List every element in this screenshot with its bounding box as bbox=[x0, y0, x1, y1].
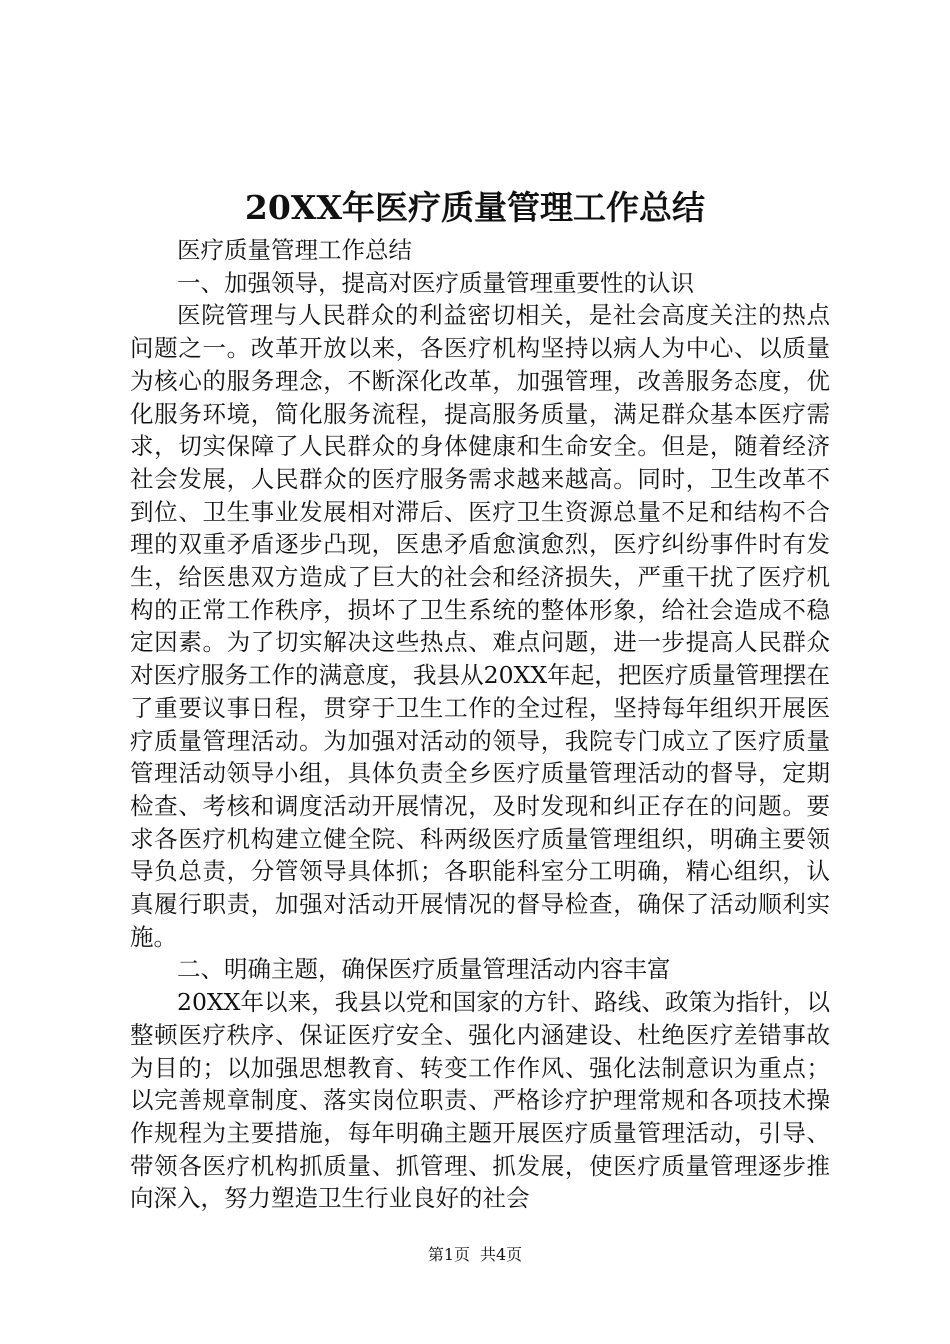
section-1-body: 医院管理与人民群众的利益密切相关，是社会高度关注的热点问题之一。改革开放以来，各医疗机构坚持以病人为中心、以质量为核心的服务理念，不断深化改革，加强管理，改善服务态度，优化服务环境，简化服务流程，提高服务质量，满足群众基本医疗需求，切实保障了人民群众的身体健康和生命安全。但是，随着经济社会发展，人民群众的医疗服务需求越来越高。同时，卫生改革不到位、卫生事业发展相对滞后、医疗卫生资源总量不足和结构不合理的双重矛盾逐步凸现，医患矛盾愈演愈烈，医疗纠纷事件时有发生，给医患双方造成了巨大的社会和经济损失，严重干扰了医疗机构的正常工作秩序，损坏了卫生系统的整体形象，给社会造成不稳定因素。为了切实解决这些热点、难点问题，进一步提高人民群众对医疗服务工作的满意度，我县从20XX年起，把医疗质量管理摆在了重要议事日程，贯穿于卫生工作的全过程，坚持每年组织开展医疗质量管理活动。为加强对活动的领导，我院专门成立了医疗质量管理活动领导小组，具体负责全乡医疗质量管理活动的督导，定期检查、考核和调度活动开展情况，及时发现和纠正存在的问题。要求各医疗机构建立健全院、科两级医疗质量管理组织，明确主要领导负总责，分管领导具体抓；各职能科室分工明确，精心组织，认真履行职责，加强对活动开展情况的督导检查，确保了活动顺利实施。 bbox=[130, 301, 830, 951]
document-title: 20XX年医疗质量管理工作总结 bbox=[244, 188, 706, 227]
subtitle-paragraph: 医疗质量管理工作总结 bbox=[177, 236, 412, 264]
section-2-heading: 二、明确主题，确保医疗质量管理活动内容丰富 bbox=[177, 955, 671, 984]
section-2-body: 20XX年以来，我县以党和国家的方针、路线、政策为指针，以整顿医疗秩序、保证医疗安全、强化内涵建设、杜绝医疗差错事故为目的；以加强思想教育、转变工作作风、强化法制意识为重点；以完善规章制度、落实岗位职责、严格诊疗护理常规和各项技术操作规程为主要措施，每年明确主题开展医疗质量管理活动，引导、带领各医疗机构抓质量、抓管理、抓发展，使医疗质量管理逐步推向深入，努力塑造卫生行业良好的社会 bbox=[130, 988, 830, 1213]
document-body bbox=[130, 234, 830, 1215]
page-number: 第1页 bbox=[427, 1245, 470, 1264]
section-1-heading: 一、加强领导，提高对医疗质量管理重要性的认识 bbox=[177, 268, 694, 297]
page-footer bbox=[0, 1245, 950, 1265]
page-total: 共4页 bbox=[480, 1245, 523, 1264]
